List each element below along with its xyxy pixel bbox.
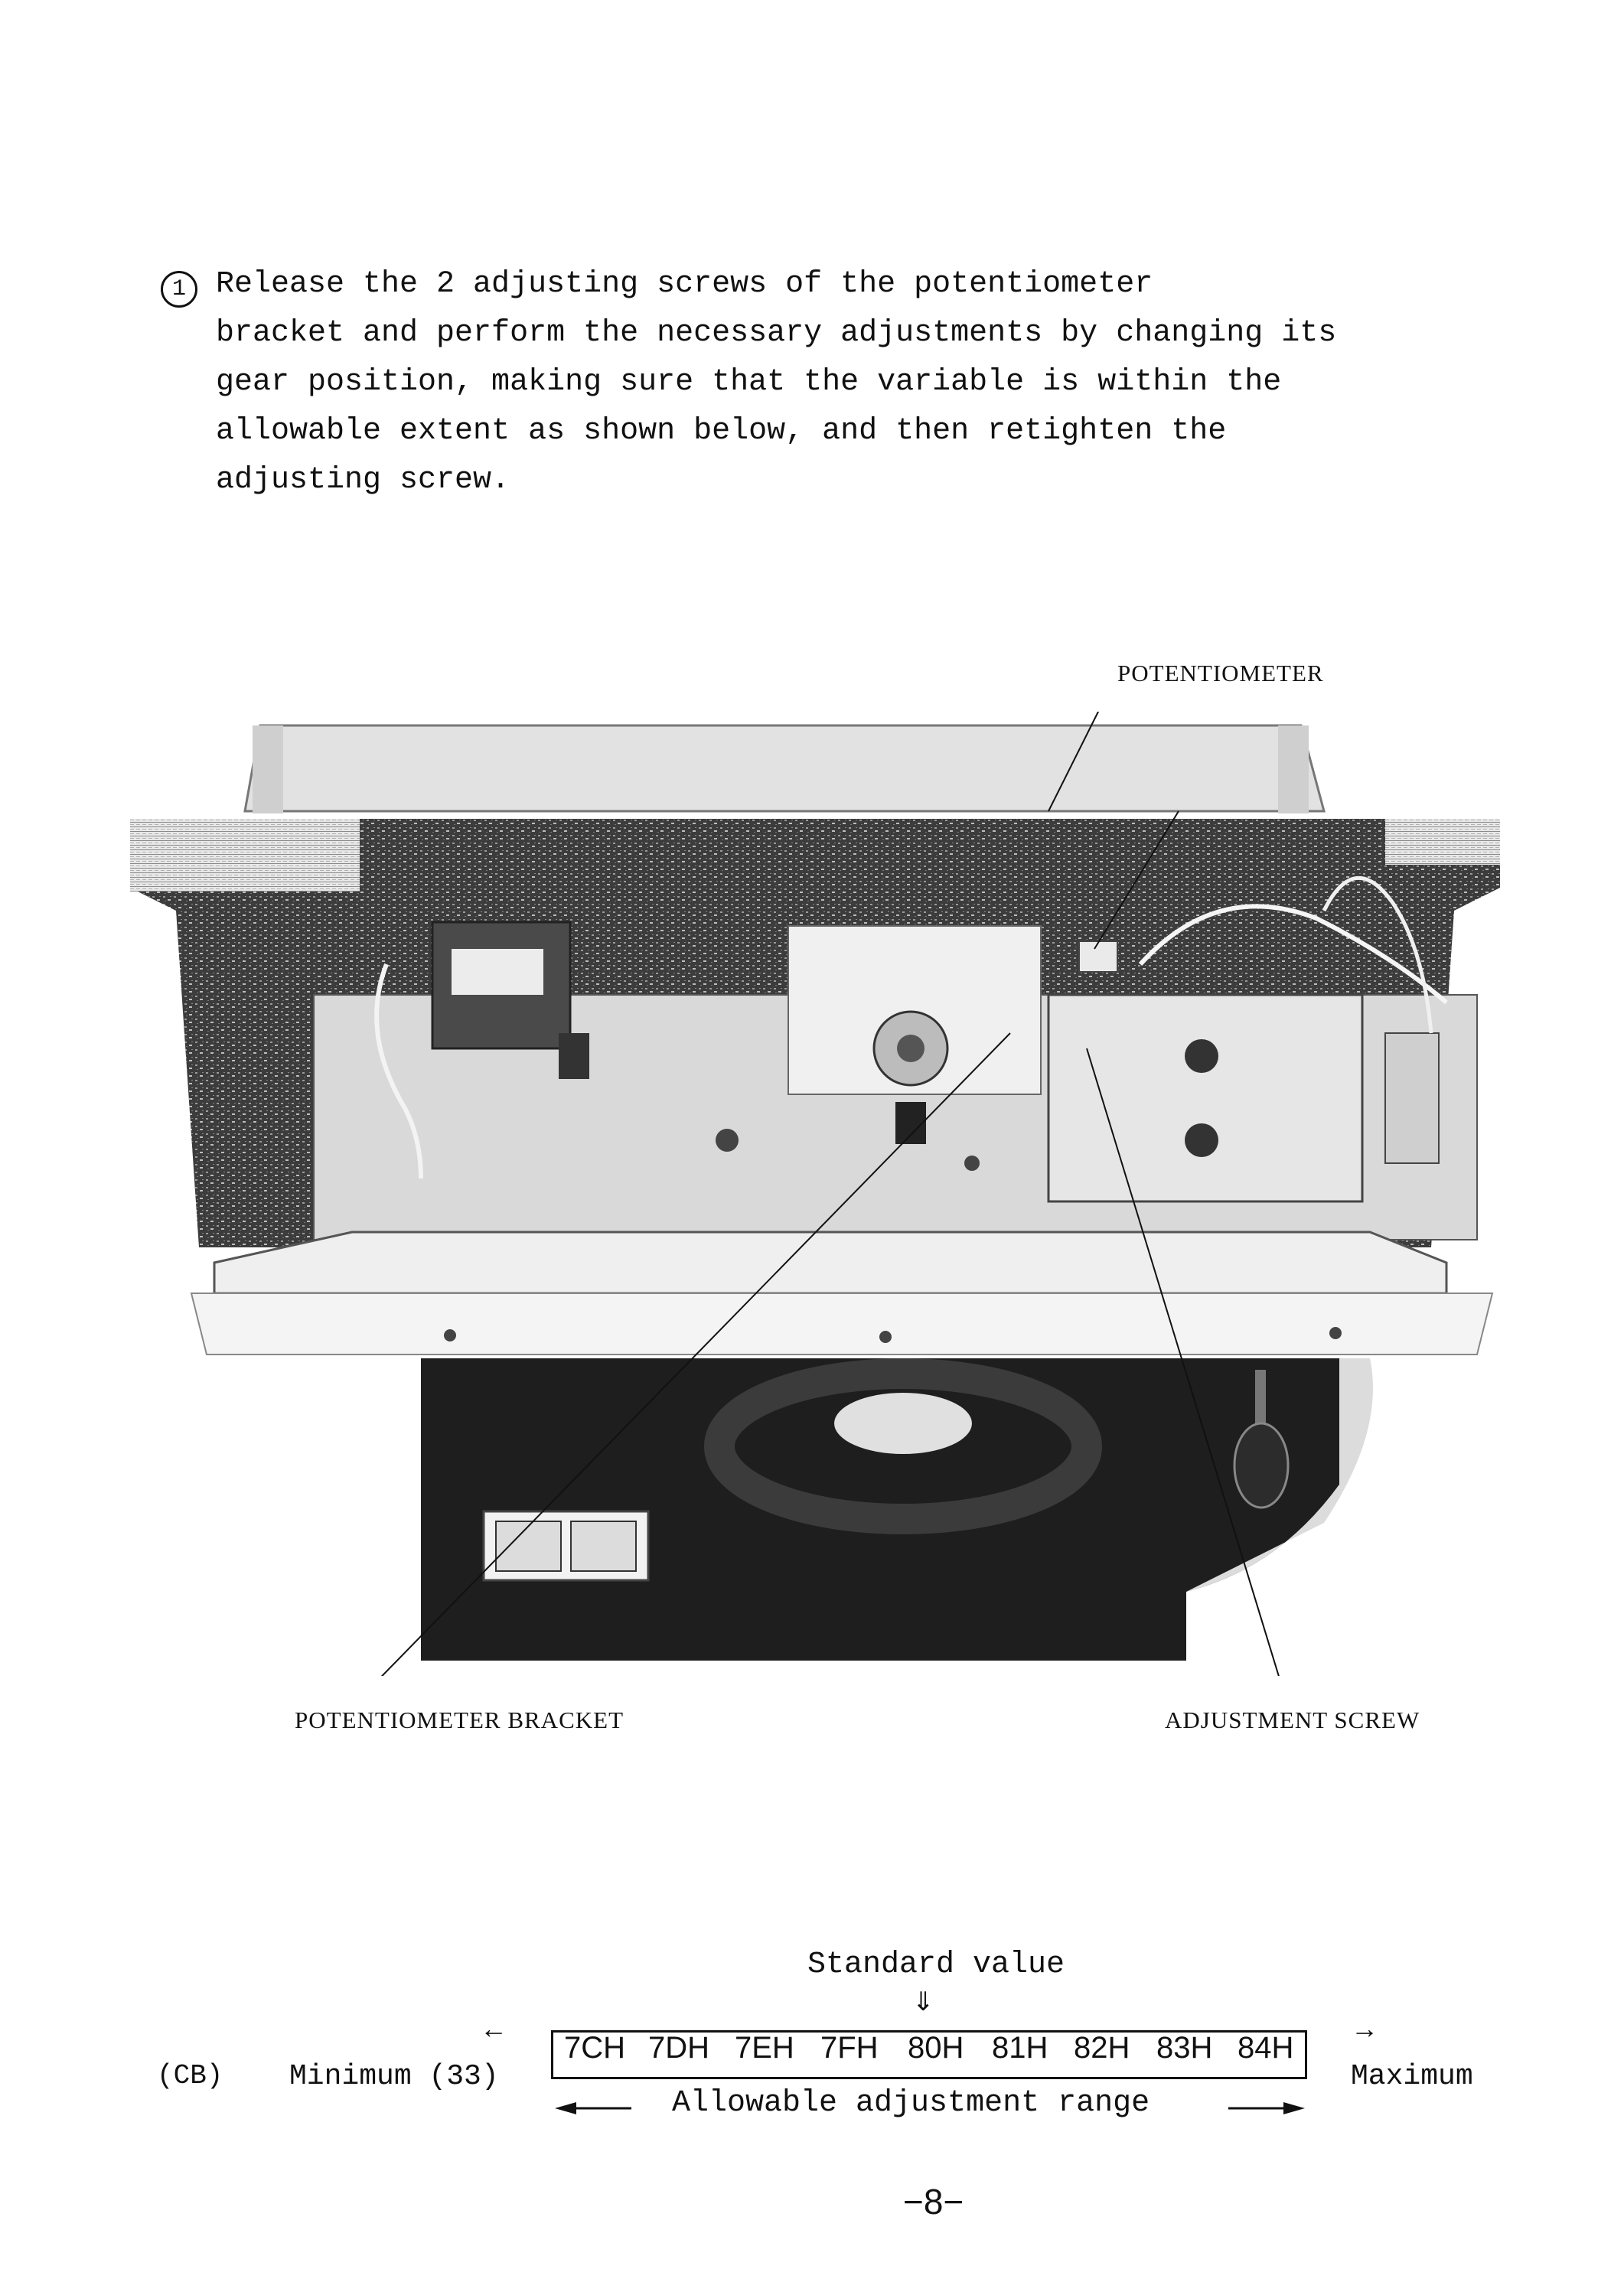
button-right [571,1521,636,1571]
standard-marker-icon: ⇓ [912,1987,934,2016]
front-edge [191,1293,1492,1355]
steering-hub [834,1393,972,1454]
hood-right-edge [1278,725,1309,813]
button-left [496,1521,561,1571]
minimum-label: Minimum (33) [289,2060,499,2093]
component-1 [559,1033,589,1079]
range-value-7fh: 7FH [820,2031,879,2065]
board-hole-2 [1185,1123,1218,1157]
machine-photo [130,712,1500,1676]
range-value-81h: 81H [992,2031,1048,2065]
shift-knob [1234,1423,1288,1508]
instruction-line-1: Release the 2 adjusting screws of the potentiometer [216,267,1153,302]
cb-label: (CB) [157,2060,223,2091]
board-hole-1 [1185,1039,1218,1073]
potentiometer-bracket-label: POTENTIOMETER BRACKET [295,1707,624,1733]
maximum-label: Maximum [1351,2060,1473,2093]
adjustment-screw-label: ADJUSTMENT SCREW [1165,1707,1420,1733]
hood-top [245,725,1324,811]
range-value-7eh: 7EH [735,2031,794,2065]
transformer-label [452,949,543,995]
range-value-80h: 80H [908,2031,964,2065]
hood-left-edge [253,725,283,813]
allowable-range-label: Allowable adjustment range [672,2086,1150,2121]
range-value-7dh: 7DH [648,2031,710,2065]
instruction-line-2: bracket and perform the necessary adjustments by changing its [216,316,1337,350]
left-arrow-icon: ← [480,2013,507,2044]
step-number-circle: 1 [161,271,197,308]
right-arrow-icon: → [1351,2013,1378,2044]
range-value-84h: 84H [1238,2031,1294,2065]
standard-value-label: Standard value [807,1948,1065,1982]
instruction-line-3: gear position, making sure that the variable is within the [216,365,1282,399]
left-range-arrowhead [555,2102,576,2114]
range-value-7ch: 7CH [564,2031,626,2065]
range-value-83h: 83H [1156,2031,1213,2065]
instruction-line-5: adjusting screw. [216,463,510,497]
range-value-82h: 82H [1074,2031,1130,2065]
right-range-arrowhead [1283,2102,1305,2114]
potentiometer-part [1079,941,1117,972]
right-bracket [1385,1033,1439,1163]
left-strip [130,819,360,892]
potentiometer-label: POTENTIOMETER [1117,660,1324,686]
right-board [1048,995,1362,1201]
right-strip [1385,819,1500,865]
instruction-line-4: allowable extent as shown below, and then retighten the [216,414,1227,448]
shelf [214,1232,1446,1293]
page-number: −8− [903,2182,964,2222]
